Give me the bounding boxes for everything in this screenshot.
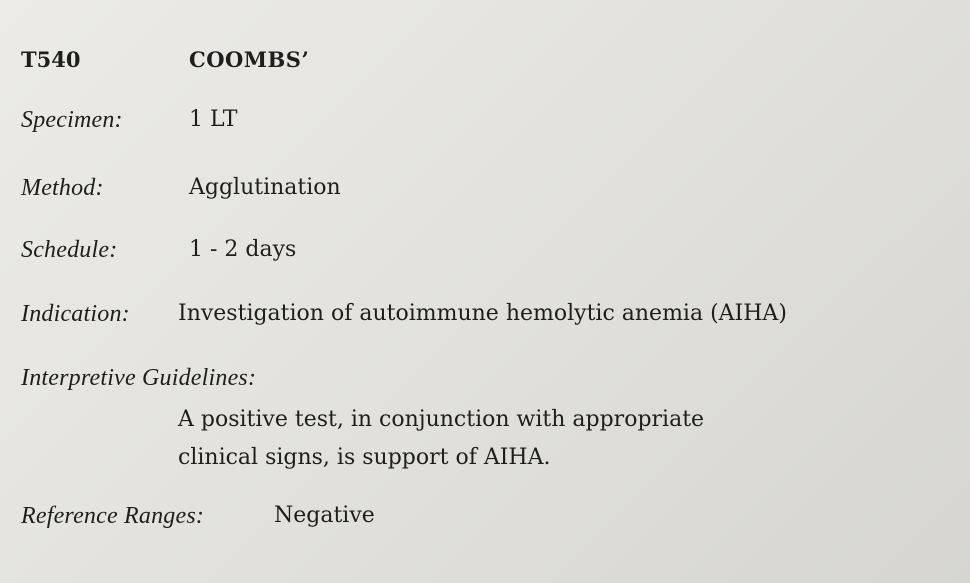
method-value: Agglutination [189, 175, 341, 200]
reference-ranges-value: Negative [274, 503, 375, 528]
interpretive-guidelines-text [178, 401, 704, 477]
interpretive-guidelines-line: clinical signs, is support of AIHA. [178, 445, 551, 470]
method-label: Method: [21, 175, 104, 201]
test-code: T540 [21, 47, 81, 72]
schedule-label: Schedule: [21, 237, 118, 263]
indication-label: Indication: [21, 301, 130, 327]
test-name: COOMBS’ [189, 47, 310, 72]
specimen-value: 1 LT [189, 107, 238, 132]
reference-ranges-label: Reference Ranges: [21, 503, 205, 529]
interpretive-guidelines-label: Interpretive Guidelines: [21, 365, 257, 391]
indication-value: Investigation of autoimmune hemolytic anemia (AIHA) [178, 301, 787, 326]
specimen-label: Specimen: [21, 107, 123, 133]
schedule-value: 1 - 2 days [189, 237, 297, 262]
interpretive-guidelines-line: A positive test, in conjunction with appropriate [178, 407, 705, 432]
